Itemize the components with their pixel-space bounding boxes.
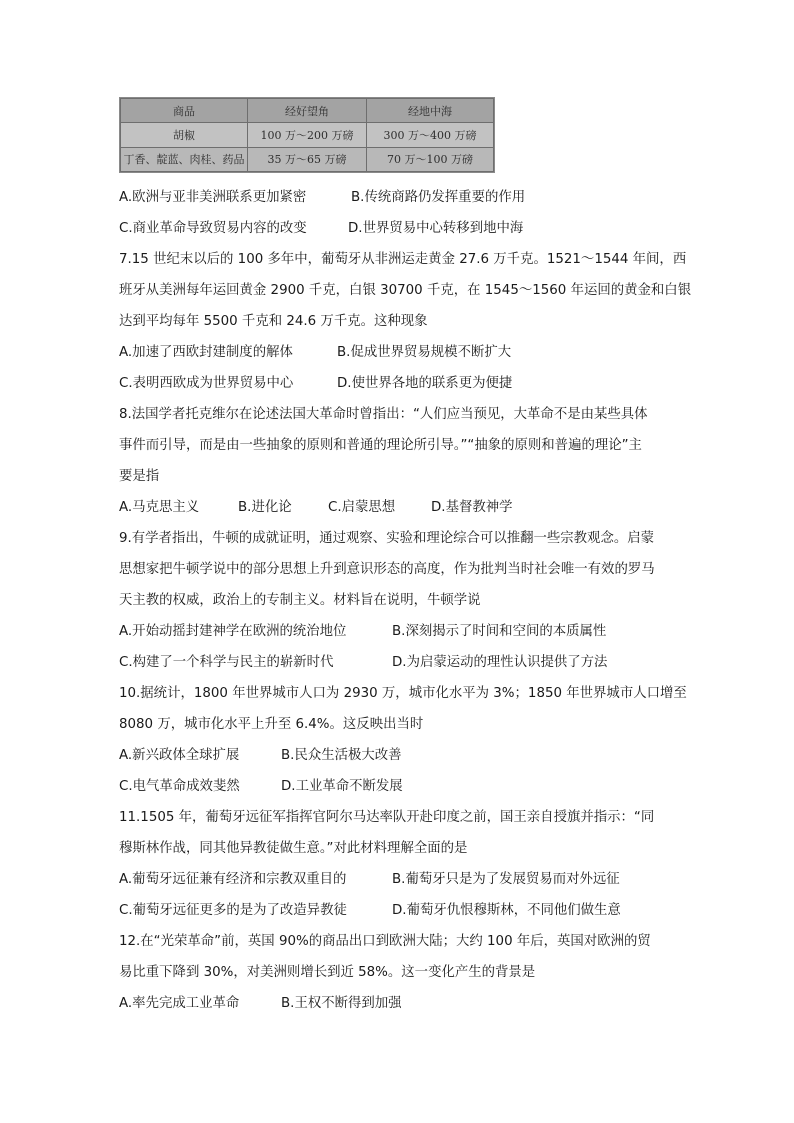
table-row	[121, 147, 494, 171]
q10-stem-line: 10.据统计，1800 年世界城市人口为 2930 万，城市化水平为 3%；1850 年世界城市人口增至	[119, 686, 687, 701]
q8-option-b[interactable]: B.进化论	[238, 500, 292, 515]
q11-option-b[interactable]: B.葡萄牙只是为了发展贸易而对外远征	[392, 872, 620, 887]
q12-option-a[interactable]: A.率先完成工业革命	[119, 996, 240, 1011]
question-list	[119, 182, 692, 1019]
q9-options-row-2	[119, 647, 679, 678]
q10-option-b[interactable]: B.民众生活极大改善	[281, 748, 402, 763]
q8-stem-line: 8.法国学者托克维尔在论述法国大革命时曾指出：“人们应当预见，大革命不是由某些具体	[119, 407, 648, 422]
table-header-cell: 经好望角	[248, 99, 367, 123]
q11-stem-line: 穆斯林作战，同其他异教徒做生意。”对此材料理解全面的是	[119, 841, 468, 856]
q9-stem-line: 思想家把牛顿学说中的部分思想上升到意识形态的高度，作为批判当时社会唯一有效的罗马	[119, 562, 655, 577]
q8-stem-line: 事件而引导，而是由一些抽象的原则和普通的理论所引导。”“抽象的原则和普遍的理论”主	[119, 438, 642, 453]
q7-stem-line: 达到平均每年 5500 千克和 24.6 万千克。这种现象	[119, 314, 428, 329]
table-cell: 35 万～65 万磅	[248, 147, 367, 171]
table-row	[121, 123, 494, 147]
trade-volume-table	[120, 98, 494, 172]
q7-stem-line: 班牙从美洲每年运回黄金 2900 千克，白银 30700 千克，在 1545～1560 年运回的黄金和白银	[119, 283, 692, 298]
q6-option-c[interactable]: C.商业革命导致贸易内容的改变	[119, 221, 307, 236]
q9-options-row-1	[119, 616, 679, 647]
q6-option-a[interactable]: A.欧洲与亚非美洲联系更加紧密	[119, 190, 307, 205]
q9-stem-line: 天主教的权威，政治上的专制主义。材料旨在说明，牛顿学说	[119, 593, 481, 608]
q10-option-a[interactable]: A.新兴政体全球扩展	[119, 748, 240, 763]
q11-options-row-1	[119, 864, 679, 895]
q11-option-c[interactable]: C.葡萄牙远征更多的是为了改造异教徒	[119, 903, 347, 918]
q9-option-d[interactable]: D.为启蒙运动的理性认识提供了方法	[392, 655, 608, 670]
q12-stem-line: 12.在“光荣革命”前，英国 90%的商品出口到欧洲大陆；大约 100 年后，英国对欧洲的贸	[119, 934, 651, 949]
q9-option-a[interactable]: A.开始动摇封建神学在欧洲的统治地位	[119, 624, 347, 639]
table-header-row	[121, 99, 494, 123]
q7-option-a[interactable]: A.加速了西欧封建制度的解体	[119, 345, 293, 360]
table-cell: 丁香、靛蓝、肉桂、药品	[121, 147, 248, 171]
q7-option-c[interactable]: C.表明西欧成为世界贸易中心	[119, 376, 294, 391]
q12-stem-line: 易比重下降到 30%，对美洲则增长到近 58%。这一变化产生的背景是	[119, 965, 536, 980]
q7-options-row-1	[119, 337, 679, 368]
q8-stem-line: 要是指	[119, 469, 160, 484]
q10-options-row-2	[119, 771, 679, 802]
q7-stem-line: 7.15 世纪末以后的 100 多年中，葡萄牙从非洲运走黄金 27.6 万千克。1521～1544 年间，西	[119, 252, 687, 267]
q12-option-b[interactable]: B.王权不断得到加强	[281, 996, 402, 1011]
q9-option-c[interactable]: C.构建了一个科学与民主的崭新时代	[119, 655, 334, 670]
q6-option-b[interactable]: B.传统商路仍发挥重要的作用	[351, 190, 526, 205]
table-header-cell: 商品	[121, 99, 248, 123]
q8-option-c[interactable]: C.启蒙思想	[328, 500, 396, 515]
table-cell: 300 万～400 万磅	[367, 123, 494, 147]
table-cell: 70 万～100 万磅	[367, 147, 494, 171]
q10-options-row-1	[119, 740, 679, 771]
trade-volume-table-image	[119, 97, 495, 173]
q10-option-d[interactable]: D.工业革命不断发展	[281, 779, 403, 794]
q9-stem-line: 9.有学者指出，牛顿的成就证明，通过观察、实验和理论综合可以推翻一些宗教观念。启蒙	[119, 531, 655, 546]
table-cell: 100 万～200 万磅	[248, 123, 367, 147]
q10-option-c[interactable]: C.电气革命成效斐然	[119, 779, 240, 794]
q7-options-row-2	[119, 368, 679, 399]
q7-option-b[interactable]: B.促成世界贸易规模不断扩大	[337, 345, 512, 360]
q6-option-d[interactable]: D.世界贸易中心转移到地中海	[348, 221, 524, 236]
q8-option-a[interactable]: A.马克思主义	[119, 500, 200, 515]
q12-options-row-1	[119, 988, 679, 1019]
q11-stem-line: 11.1505 年，葡萄牙远征军指挥官阿尔马达率队开赴印度之前，国王亲自授旗并指示：“同	[119, 810, 655, 825]
table-cell: 胡椒	[121, 123, 248, 147]
q11-option-d[interactable]: D.葡萄牙仇恨穆斯林，不同他们做生意	[392, 903, 621, 918]
q6-options-row-1	[119, 182, 679, 213]
table-header-cell: 经地中海	[367, 99, 494, 123]
q7-option-d[interactable]: D.使世界各地的联系更为便捷	[337, 376, 513, 391]
q11-option-a[interactable]: A.葡萄牙远征兼有经济和宗教双重目的	[119, 872, 347, 887]
q10-stem-line: 8080 万，城市化水平上升至 6.4%。这反映出当时	[119, 717, 424, 732]
q8-option-d[interactable]: D.基督教神学	[431, 500, 513, 515]
q9-option-b[interactable]: B.深刻揭示了时间和空间的本质属性	[392, 624, 607, 639]
q8-options-row	[119, 492, 679, 523]
q11-options-row-2	[119, 895, 679, 926]
q6-options-row-2	[119, 213, 679, 244]
